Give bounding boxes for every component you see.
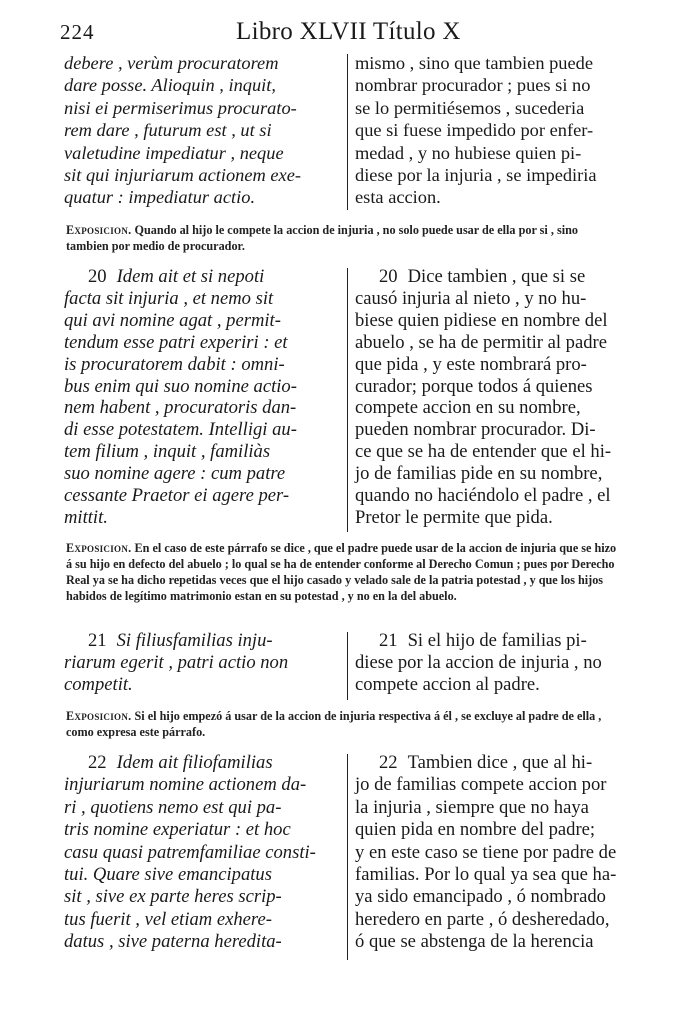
exposicion-label: Exposicion. (66, 223, 132, 237)
text-line: se lo permitiésemos , sucederia (355, 97, 585, 118)
text-line: debere , verùm procuratorem (64, 53, 279, 73)
paragraph-number: 21 (88, 630, 107, 651)
text-line: nombrar procurador ; pues si no (355, 75, 591, 96)
text-line: compete accion en su nombre, (355, 397, 581, 419)
text-line: 22 Idem ait filiofamilias (88, 752, 273, 773)
spanish-column (355, 266, 622, 529)
text-line: 21 Si el hijo de familias pi- (379, 630, 587, 651)
exposicion-text: Si el hijo empezó á usar de la accion de injuria respectiva á él , se excluye al padre de ella , como expresa este párrafo. (66, 709, 602, 739)
text-line: mittit. (64, 506, 108, 528)
text-line: que si fuese impedido por enfer- (355, 120, 594, 141)
paragraph-pair-continuation (64, 52, 622, 210)
text-line: ó que se abstenga de la herencia (355, 931, 594, 953)
text-line: bus enim qui suo nomine actio- (64, 375, 297, 397)
page-number: 224 (60, 20, 95, 44)
text-line: abuelo , se ha de permitir al padre (355, 331, 607, 353)
text-line: Pretor le permite que pida. (355, 506, 553, 528)
text-line: suo nomine agere : cum patre (64, 463, 286, 485)
latin-column (64, 266, 340, 529)
text-line: heredero en parte , ó desheredado, (355, 908, 610, 930)
text-line: jo de familias pide en su nombre, (355, 463, 603, 485)
text-line: is procuratorem dabit : omni- (64, 353, 285, 375)
spanish-column (355, 52, 622, 209)
text-line: biese quien pidiese en nombre del (355, 309, 608, 331)
text-line: rem dare , futurum est , ut si (64, 120, 272, 141)
paragraph-pair-21 (64, 630, 622, 700)
latin-column (64, 52, 340, 209)
exposicion-text: En el caso de este párrafo se dice , que el padre puede usar de la accion de injuria que se hizo á su hijo en defecto del abuelo ; lo qual se ha de entender conforme al Derecho Comun ; pues por Derecho Real ya se ha dicho repetidas veces que el hijo casado y velado sale de la patria potestad , y que los hijos habidos de legítimo matrimonio estan en su potestad , y no en la del abuelo. (66, 541, 617, 603)
text-line: diese por la accion de injuria , no (355, 652, 602, 673)
column-rule (347, 54, 348, 210)
exposicion-text: Quando al hijo le compete la accion de injuria , no solo puede usar de ella por si , sino tambien por medio de procurador. (66, 223, 578, 253)
text-line: 20 Idem ait et si nepoti (88, 266, 265, 287)
text-line: casu quasi patremfamiliae consti- (64, 841, 316, 863)
text-line: pueden nombrar procurador. Di- (355, 419, 596, 441)
exposicion-note (66, 222, 622, 254)
text-line: diese por la injuria , se impediria (355, 165, 597, 186)
text-line: quatur : impediatur actio. (64, 187, 256, 208)
text-line: qui avi nomine agat , permit- (64, 309, 281, 331)
latin-column (64, 752, 340, 954)
text-line: quien pida en nombre del padre; (355, 819, 596, 841)
paragraph-number: 22 (379, 752, 398, 773)
exposicion-note (66, 708, 622, 740)
text-line: que pida , y este nombrará pro- (355, 353, 587, 375)
paragraph-pair-20 (64, 266, 622, 532)
paragraph-number: 22 (88, 752, 107, 773)
text-line: curador; porque todos á quienes (355, 375, 593, 397)
text-line: compete accion al padre. (355, 674, 540, 695)
text-line: mismo , sino que tambien puede (355, 53, 594, 73)
column-rule (347, 754, 348, 960)
text-line: sit , sive ex parte heres scrip- (64, 886, 282, 908)
text-line: esta accion. (355, 187, 441, 208)
page-header (60, 18, 620, 50)
text-line: medad , y no hubiese quien pi- (355, 142, 582, 163)
text-line: injuriarum nomine actionem da- (64, 774, 307, 796)
text-line: riarum egerit , patri actio non (64, 652, 289, 673)
text-line: jo de familias compete accion por (355, 774, 607, 796)
exposicion-label: Exposicion. (66, 709, 132, 723)
text-line: nem habent , procuratoris dan- (64, 397, 297, 419)
text-line: datus , sive paterna heredita- (64, 931, 282, 953)
text-line: nisi ei permiserimus procurato- (64, 97, 297, 118)
paragraph-number: 20 (379, 266, 398, 287)
text-line: competit. (64, 674, 133, 695)
paragraph-number: 20 (88, 266, 107, 287)
text-line: tus fuerit , vel etiam exhere- (64, 908, 272, 930)
text-line: quando no haciéndolo el padre , el (355, 485, 611, 507)
text-line: sit qui injuriarum actionem exe- (64, 165, 301, 186)
text-line: 20 Dice tambien , que si se (379, 266, 586, 287)
latin-column (64, 630, 340, 696)
exposicion-note (66, 540, 622, 604)
text-line: ce que se ha de entender que el hi- (355, 441, 612, 463)
text-line: causó injuria al nieto , y no hu- (355, 287, 587, 309)
exposicion-label: Exposicion. (66, 541, 132, 555)
column-rule (347, 268, 348, 532)
text-line: tendum esse patri experiri : et (64, 331, 288, 353)
spanish-column (355, 752, 622, 954)
paragraph-pair-22 (64, 752, 622, 960)
text-line: 21 Si filiusfamilias inju- (88, 630, 273, 651)
paragraph-number: 21 (379, 630, 398, 651)
text-line: la injuria , siempre que no haya (355, 796, 589, 818)
text-line: dare posse. Alioquin , inquit, (64, 75, 277, 96)
text-line: ri , quotiens nemo est qui pa- (64, 796, 282, 818)
text-line: facta sit injuria , et nemo sit (64, 287, 274, 309)
text-line: cessante Praetor ei agere per- (64, 485, 290, 507)
spanish-column (355, 630, 622, 696)
text-line: familias. Por lo qual ya sea que ha- (355, 864, 617, 886)
text-line: 22 Tambien dice , que al hi- (379, 752, 593, 773)
running-title: Libro XLVII Título X (236, 18, 461, 45)
text-line: di esse potestatem. Intelligi au- (64, 419, 297, 441)
text-line: tris nomine experiatur : et hoc (64, 819, 291, 841)
text-line: valetudine impediatur , neque (64, 142, 284, 163)
column-rule (347, 632, 348, 700)
text-line: y en este caso se tiene por padre de (355, 841, 617, 863)
text-line: ya sido emancipado , ó nombrado (355, 886, 606, 908)
text-line: tem filium , inquit , familiàs (64, 441, 271, 463)
text-line: tui. Quare sive emancipatus (64, 864, 272, 886)
